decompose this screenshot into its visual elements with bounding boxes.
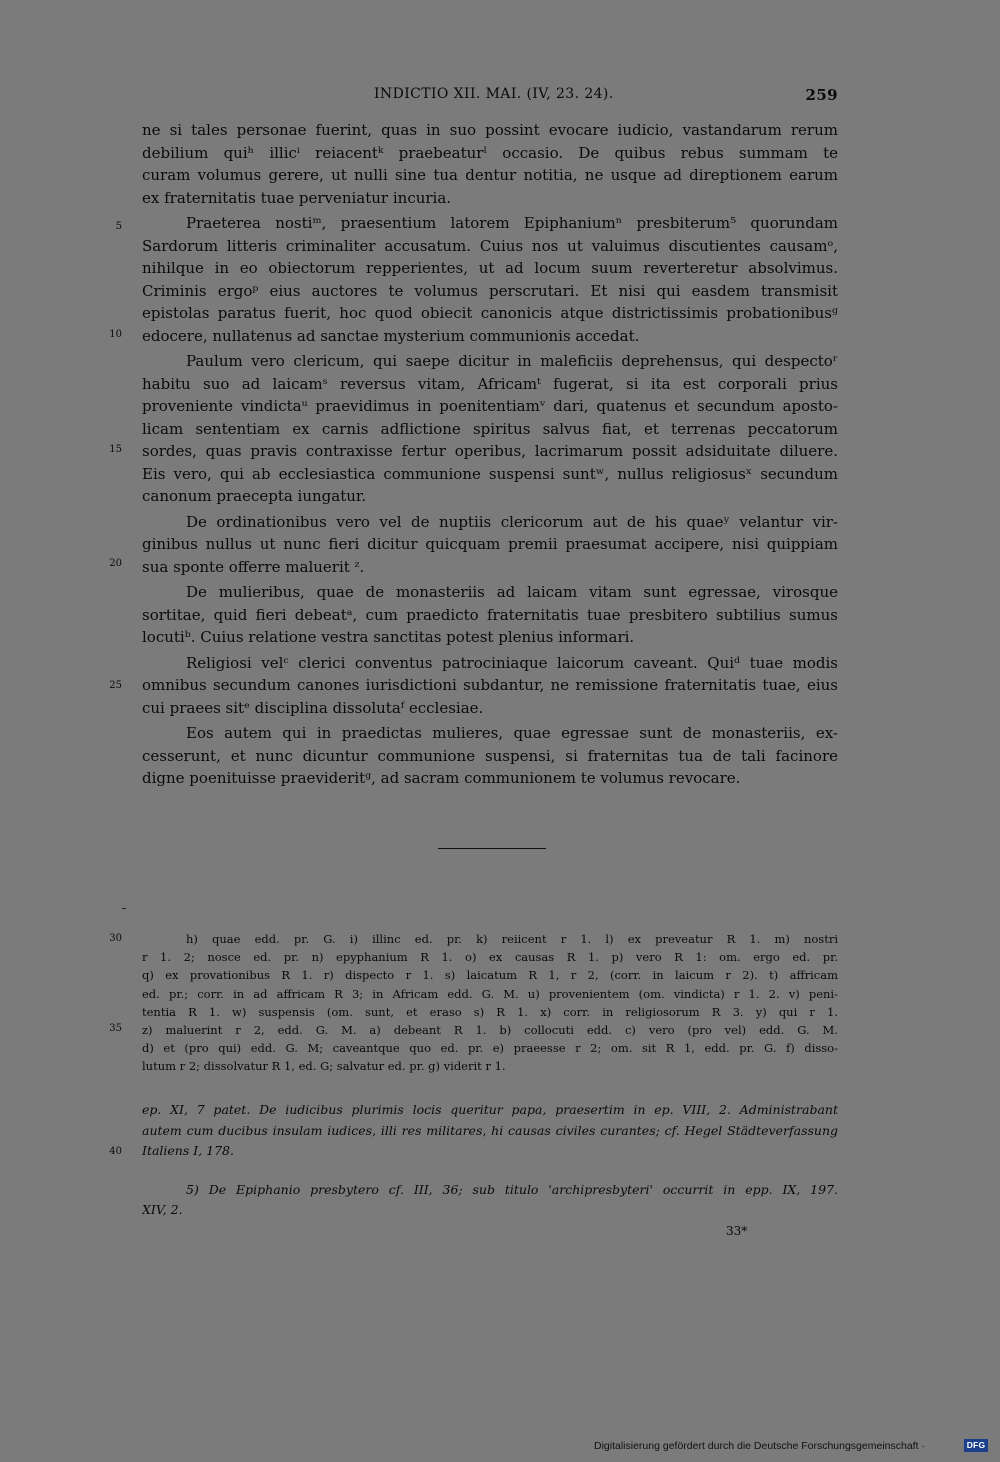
main-text [142, 119, 838, 790]
margin-tick [122, 908, 126, 909]
apparatus-line: z) maluerint r 2, edd. G. M. a) debeant R 1. b) collocuti edd. c) vero (pro vel) edd. G. M. [142, 1022, 838, 1037]
commentary-line: Italiens I, 178. [142, 1143, 234, 1158]
text-line: ne si tales personae fuerint, quas in suo possint evocare iudicio, vastandarum rerum [142, 121, 838, 139]
text-line: canonum praecepta iungatur. [142, 487, 367, 505]
line-number: 20 [109, 558, 122, 569]
text-line: edocere, nullatenus ad sanctae mysterium communionis accedat. [142, 326, 640, 345]
apparatus-line: tentia R 1. w) suspensis (om. sunt, et eraso s) R 1. x) corr. in religiosorum R 3. y) qui r 1. [142, 1004, 838, 1019]
text-line: proveniente vindictaᵘ praevidimus in poenitentiamᵛ dari, quatenus et secundum aposto- [142, 397, 838, 415]
section-divider [438, 848, 546, 849]
apparatus-line: ed. pr.; corr. in ad affricam R 3; in Africam edd. G. M. u) provenientem (om. vindicta) r 1. 2. v) peni- [142, 986, 838, 1001]
text-line: cesserunt, et nunc dicuntur communione suspensi, si fraternitas tua de tali facinore [142, 746, 838, 765]
text-line: cui praees sitᵉ disciplina dissolutaᶠ ecclesiae. [142, 698, 484, 717]
sheet-signature: 33* [726, 1224, 748, 1238]
text-line: Eis vero, qui ab ecclesiastica communione suspensi suntʷ, nullus religiosusˣ secundum [142, 464, 838, 483]
apparatus-line: lutum r 2; dissolvatur R 1, ed. G; salvatur ed. pr. g) viderit r 1. [142, 1059, 506, 1074]
dfg-logo: DFG [964, 1439, 988, 1452]
commentary-line: ep. XI, 7 patet. De iudicibus plurimis locis queritur papa, praesertim in ep. VIII, 2. Administrabant [142, 1102, 838, 1117]
page-number: 259 [805, 86, 838, 104]
text-line: licam sententiam ex carnis adflictione spiritus salvus fiat, et terrenas peccatorum [142, 419, 838, 438]
critical-apparatus [142, 930, 838, 1076]
text-line: ginibus nullus ut nunc fieri dicitur quicquam premii praesumat accipere, nisi quippiam [142, 535, 838, 553]
commentary-line: autem cum ducibus insulam iudices, illi res militares, hi causas civiles curantes; cf. Hegel Städteverfassung [142, 1122, 838, 1138]
text-line: ex fraternitatis tuae perveniatur incuria. [142, 188, 452, 207]
apparatus-line: q) ex provationibus R 1. r) dispecto r 1. s) laicatum R 1, r 2, (corr. in laicum r 2). t) affricam [142, 968, 838, 983]
text-line: omnibus secundum canones iurisdictioni subdantur, ne remissione fraternitatis tuae, eius [142, 676, 838, 694]
line-number: 10 [109, 329, 122, 340]
text-line: Religiosi velᶜ clerici conventus patrociniaque laicorum caveant. Quiᵈ tuae modis [186, 653, 838, 672]
text-line: habitu suo ad laicamˢ reversus vitam, Africamᵗ fugerat, si ita est corporali prius [142, 374, 838, 393]
commentary-line: 5) De Epiphanio presbytero cf. III, 36; sub titulo 'archipresbyteri' occurrit in epp. IX, 197. [186, 1181, 838, 1197]
text-line: debilium quiʰ illicⁱ reiacentᵏ praebeaturˡ occasio. De quibus rebus summam te [142, 143, 838, 162]
commentary-line: XIV, 2. [142, 1202, 183, 1217]
text-line: Criminis ergoᵖ eius auctores te volumus perscrutari. Et nisi qui easdem transmisit [142, 281, 838, 300]
text-line: Praeterea nostiᵐ, praesentium latorem Epiphaniumⁿ presbiterum⁵ quorundam [186, 214, 838, 232]
text-line: De ordinationibus vero vel de nuptiis clericorum aut de his quaeʸ velantur vir- [186, 512, 838, 531]
text-line: De mulieribus, quae de monasteriis ad laicam vitam sunt egressae, virosque [186, 583, 838, 601]
text-line: curam volumus gerere, ut nulli sine tua dentur notitia, ne usque ad direptionem earum [142, 166, 838, 184]
line-number: 30 [109, 933, 122, 944]
apparatus-line: h) quae edd. pr. G. i) illinc ed. pr. k) reiicent r 1. l) ex preveatur R 1. m) nostri [186, 932, 838, 946]
text-line: sortitae, quid fieri debeatᵃ, cum praedicto fraternitatis tuae presbitero subtilius sumus [142, 605, 838, 624]
running-header [142, 86, 838, 106]
text-line: sordes, quas pravis contraxisse fertur operibus, lacrimarum possit adsiduitate diluere. [142, 442, 838, 460]
text-line: nihilque in eo obiectorum repperientes, ut ad locum suum reverteretur absolvimus. [142, 259, 838, 277]
line-number: 5 [115, 221, 122, 232]
line-number: 15 [109, 444, 122, 455]
apparatus-line: r 1. 2; nosce ed. pr. n) epyphanium R 1. o) ex causas R 1. p) vero R 1: om. ergo ed. pr. [142, 950, 838, 965]
text-line: sua sponte offerre maluerit ᶻ. [142, 557, 365, 576]
text-line: locutiᵇ. Cuius relatione vestra sanctitas potest plenius informari. [142, 628, 635, 646]
line-number: 25 [109, 680, 122, 691]
text-line: digne poenituisse praevideritᵍ, ad sacram communionem te volumus revocare. [142, 769, 741, 787]
running-title: INDICTIO XII. MAI. (IV, 23. 24). [374, 86, 614, 102]
text-line: epistolas paratus fuerit, hoc quod obiecit canonicis atque districtissimis probationibusᵍ [142, 304, 838, 322]
line-number: 35 [109, 1023, 122, 1034]
apparatus-line: d) et (pro qui) edd. G. M; caveantque quo ed. pr. e) praeesse r 2; om. sit R 1, edd. pr. G. f) disso- [142, 1041, 838, 1056]
text-line: Eos autem qui in praedictas mulieres, quae egressae sunt de monasteriis, ex- [186, 724, 838, 742]
text-line: Sardorum litteris criminaliter accusatum. Cuius nos ut valuimus discutientes causamᵒ, [142, 236, 838, 255]
line-number: 40 [109, 1146, 122, 1157]
digitization-credit-text: Digitalisierung gefördert durch die Deutsche Forschungsgemeinschaft [594, 1440, 919, 1452]
commentary-notes [142, 1100, 838, 1221]
text-line: Paulum vero clericum, qui saepe dicitur in maleficiis deprehensus, qui despectoʳ [186, 352, 838, 370]
digitization-credit: Digitalisierung gefördert durch die Deutsche Forschungsgemeinschaft · [594, 1440, 925, 1452]
